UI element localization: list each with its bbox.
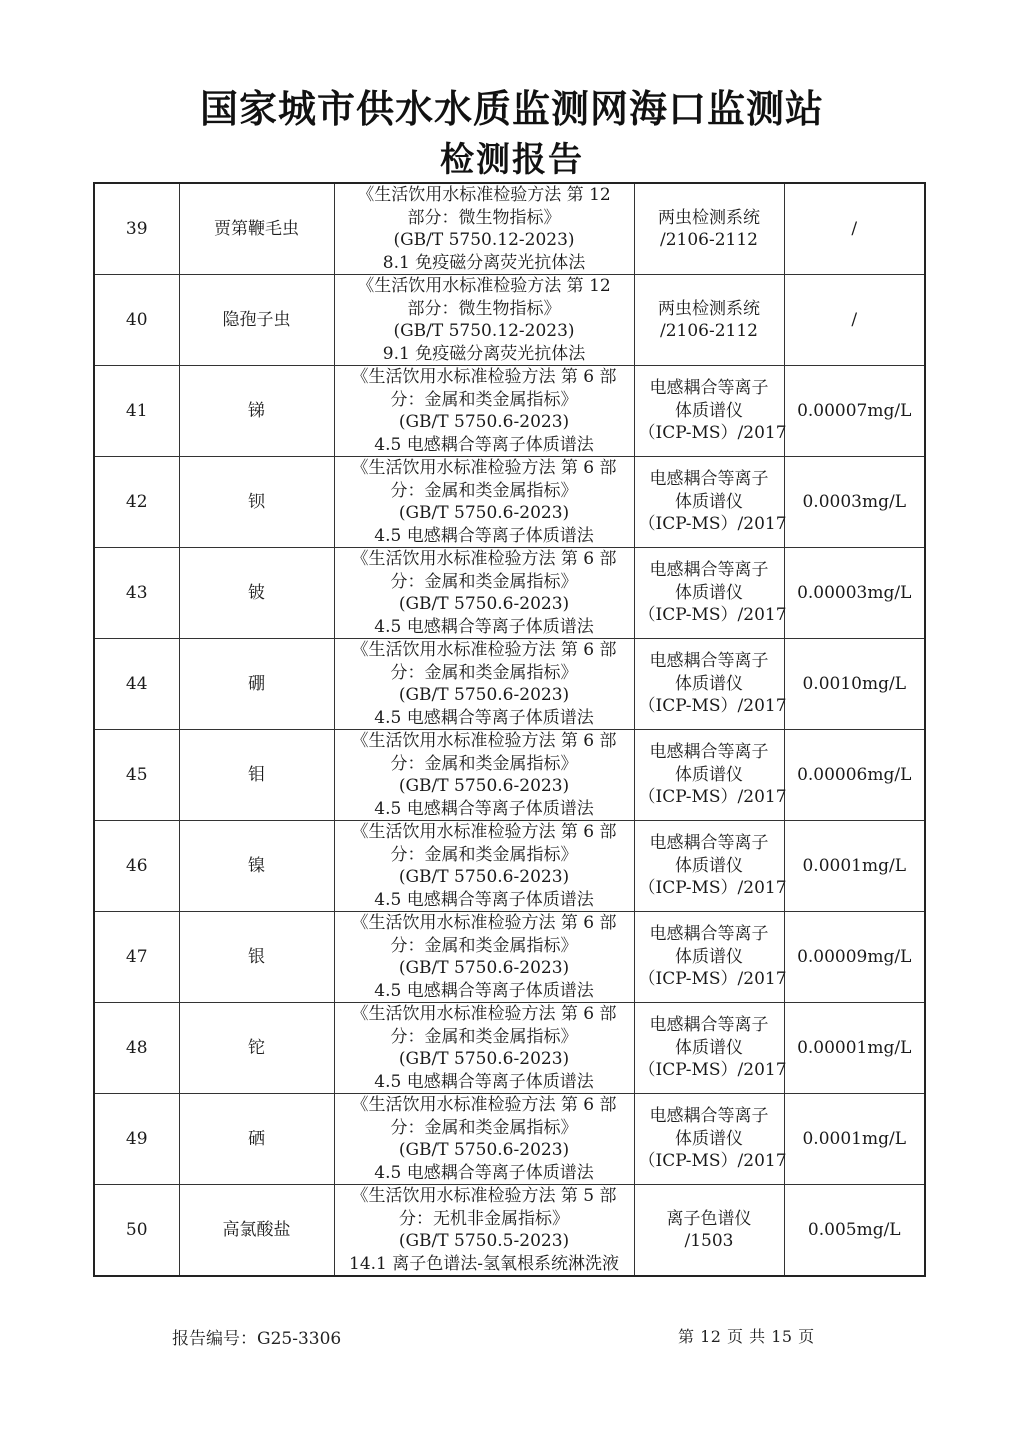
test-method bbox=[334, 457, 634, 548]
instrument-line: 电感耦合等离子 bbox=[649, 651, 769, 672]
instrument-line: （ICP-MS）/2017 bbox=[638, 696, 787, 717]
table-row bbox=[94, 639, 925, 730]
detection-limit: 0.00007mg/L bbox=[784, 366, 925, 457]
row-number: 48 bbox=[94, 1003, 179, 1094]
instrument bbox=[634, 1003, 787, 1094]
test-method-line: 《生活饮用水标准检验方法 第 6 部 bbox=[351, 1004, 617, 1024]
instrument bbox=[634, 730, 787, 821]
instrument-line: 电感耦合等离子 bbox=[649, 924, 769, 945]
test-method-line: (GB/T 5750.6-2023) bbox=[398, 1049, 570, 1069]
test-method-line: 《生活饮用水标准检验方法 第 6 部 bbox=[351, 913, 617, 933]
test-item: 高氯酸盐 bbox=[179, 1185, 334, 1277]
test-method-line: 14.1 离子色谱法-氢氧根系统淋洗液 bbox=[349, 1253, 619, 1274]
test-method bbox=[334, 639, 634, 730]
detection-limit: 0.00003mg/L bbox=[784, 548, 925, 639]
test-method-line: (GB/T 5750.6-2023) bbox=[398, 867, 570, 887]
test-method bbox=[334, 548, 634, 639]
instrument-line: （ICP-MS）/2017 bbox=[638, 969, 787, 990]
test-method-line: (GB/T 5750.6-2023) bbox=[398, 1140, 570, 1160]
instrument bbox=[634, 639, 787, 730]
instrument bbox=[634, 275, 784, 366]
instrument-line: 离子色谱仪 bbox=[666, 1208, 752, 1229]
test-method-line: (GB/T 5750.12-2023) bbox=[393, 230, 575, 250]
page-indicator: 第 12 页 共 15 页 bbox=[678, 1327, 815, 1346]
instrument-line: 电感耦合等离子 bbox=[649, 742, 769, 763]
row-number: 47 bbox=[94, 912, 179, 1003]
row-number: 45 bbox=[94, 730, 179, 821]
instrument-line: 体质谱仪 bbox=[675, 855, 743, 876]
instrument bbox=[634, 548, 787, 639]
instrument bbox=[634, 1185, 784, 1277]
instrument-line: 两虫检测系统 bbox=[658, 207, 760, 228]
test-method bbox=[334, 183, 634, 275]
test-method-line: 4.5 电感耦合等离子体质谱法 bbox=[374, 1071, 594, 1092]
detection-limit: 0.0001mg/L bbox=[784, 821, 925, 912]
instrument-line: /2106-2112 bbox=[660, 321, 758, 341]
test-item: 铊 bbox=[179, 1003, 334, 1094]
test-item: 锑 bbox=[179, 366, 334, 457]
test-method bbox=[334, 1185, 634, 1277]
row-number: 44 bbox=[94, 639, 179, 730]
detection-limit: / bbox=[784, 183, 925, 275]
test-method bbox=[334, 1003, 634, 1094]
test-method-line: 4.5 电感耦合等离子体质谱法 bbox=[374, 707, 594, 728]
test-method-line: 分：金属和类金属指标》 bbox=[390, 389, 578, 410]
test-item: 钡 bbox=[179, 457, 334, 548]
instrument-line: 电感耦合等离子 bbox=[649, 560, 769, 581]
instrument-line: 体质谱仪 bbox=[675, 1037, 743, 1058]
detection-limit: / bbox=[784, 275, 925, 366]
test-method-line: 《生活饮用水标准检验方法 第 6 部 bbox=[351, 458, 617, 478]
test-item: 贾第鞭毛虫 bbox=[179, 183, 334, 275]
instrument bbox=[634, 1094, 787, 1185]
test-method bbox=[334, 912, 634, 1003]
instrument bbox=[634, 457, 787, 548]
test-method-line: 分：金属和类金属指标》 bbox=[390, 1117, 578, 1138]
table-row bbox=[94, 821, 925, 912]
instrument-line: 体质谱仪 bbox=[675, 764, 743, 785]
table-row bbox=[94, 1003, 925, 1094]
report-number: 报告编号：G25-3306 bbox=[172, 1329, 342, 1349]
table-row bbox=[94, 457, 925, 548]
test-method-line: 4.5 电感耦合等离子体质谱法 bbox=[374, 798, 594, 819]
instrument-line: /2106-2112 bbox=[660, 230, 758, 250]
instrument bbox=[634, 183, 784, 275]
test-method-line: 部分：微生物指标》 bbox=[407, 298, 561, 319]
test-method-line: 《生活饮用水标准检验方法 第 6 部 bbox=[351, 731, 617, 751]
test-method-line: (GB/T 5750.6-2023) bbox=[398, 776, 570, 796]
test-item: 硼 bbox=[179, 639, 334, 730]
test-method-line: (GB/T 5750.6-2023) bbox=[398, 412, 570, 432]
detection-limit: 0.0003mg/L bbox=[784, 457, 925, 548]
test-item: 硒 bbox=[179, 1094, 334, 1185]
table-row bbox=[94, 1185, 925, 1277]
instrument-line: （ICP-MS）/2017 bbox=[638, 1151, 787, 1172]
test-method-line: 《生活饮用水标准检验方法 第 6 部 bbox=[351, 367, 617, 387]
table-row bbox=[94, 183, 925, 275]
table-row bbox=[94, 275, 925, 366]
row-number: 41 bbox=[94, 366, 179, 457]
test-method-line: 9.1 免疫磁分离荧光抗体法 bbox=[382, 343, 586, 364]
test-method-line: 8.1 免疫磁分离荧光抗体法 bbox=[382, 252, 586, 273]
table-row bbox=[94, 548, 925, 639]
instrument-line: 电感耦合等离子 bbox=[649, 833, 769, 854]
test-method-line: (GB/T 5750.6-2023) bbox=[398, 503, 570, 523]
instrument-line: （ICP-MS）/2017 bbox=[638, 878, 787, 899]
row-number: 49 bbox=[94, 1094, 179, 1185]
test-item: 隐孢子虫 bbox=[179, 275, 334, 366]
instrument-line: 电感耦合等离子 bbox=[649, 469, 769, 490]
instrument-line: 电感耦合等离子 bbox=[649, 1015, 769, 1036]
results-table bbox=[93, 182, 926, 1277]
instrument-line: 两虫检测系统 bbox=[658, 298, 760, 319]
detection-limit: 0.0010mg/L bbox=[784, 639, 925, 730]
instrument-line: 体质谱仪 bbox=[675, 1128, 743, 1149]
test-method-line: 4.5 电感耦合等离子体质谱法 bbox=[374, 434, 594, 455]
table-row bbox=[94, 366, 925, 457]
test-item: 铍 bbox=[179, 548, 334, 639]
instrument bbox=[634, 366, 787, 457]
instrument-line: 电感耦合等离子 bbox=[649, 378, 769, 399]
test-method-line: 《生活饮用水标准检验方法 第 6 部 bbox=[351, 1095, 617, 1115]
report-title-line2: 检测报告 bbox=[440, 140, 584, 180]
instrument-line: 电感耦合等离子 bbox=[649, 1106, 769, 1127]
detection-limit: 0.00001mg/L bbox=[784, 1003, 925, 1094]
row-number: 39 bbox=[94, 183, 179, 275]
table-row bbox=[94, 912, 925, 1003]
test-method-line: 4.5 电感耦合等离子体质谱法 bbox=[374, 1162, 594, 1183]
test-method-line: 《生活饮用水标准检验方法 第 6 部 bbox=[351, 549, 617, 569]
test-method-line: (GB/T 5750.12-2023) bbox=[393, 321, 575, 341]
instrument-line: /1503 bbox=[684, 1231, 734, 1251]
row-number: 40 bbox=[94, 275, 179, 366]
instrument-line: （ICP-MS）/2017 bbox=[638, 514, 787, 535]
instrument-line: （ICP-MS）/2017 bbox=[638, 423, 787, 444]
test-method bbox=[334, 1094, 634, 1185]
instrument-line: 体质谱仪 bbox=[675, 673, 743, 694]
test-method-line: 分：金属和类金属指标》 bbox=[390, 935, 578, 956]
test-method-line: (GB/T 5750.5-2023) bbox=[398, 1231, 570, 1251]
test-method-line: 4.5 电感耦合等离子体质谱法 bbox=[374, 525, 594, 546]
row-number: 42 bbox=[94, 457, 179, 548]
instrument-line: 体质谱仪 bbox=[675, 491, 743, 512]
test-method-line: 《生活饮用水标准检验方法 第 6 部 bbox=[351, 640, 617, 660]
results-table-body bbox=[94, 183, 925, 1276]
test-item: 钼 bbox=[179, 730, 334, 821]
table-row bbox=[94, 730, 925, 821]
test-method-line: (GB/T 5750.6-2023) bbox=[398, 685, 570, 705]
instrument-line: 体质谱仪 bbox=[675, 582, 743, 603]
test-item: 银 bbox=[179, 912, 334, 1003]
test-method-line: 分：金属和类金属指标》 bbox=[390, 571, 578, 592]
instrument-line: （ICP-MS）/2017 bbox=[638, 787, 787, 808]
test-method bbox=[334, 366, 634, 457]
row-number: 50 bbox=[94, 1185, 179, 1277]
test-method-line: 部分：微生物指标》 bbox=[407, 207, 561, 228]
instrument bbox=[634, 821, 787, 912]
test-item: 镍 bbox=[179, 821, 334, 912]
test-method-line: 4.5 电感耦合等离子体质谱法 bbox=[374, 980, 594, 1001]
test-method-line: 《生活饮用水标准检验方法 第 5 部 bbox=[351, 1186, 617, 1206]
test-method-line: 分：金属和类金属指标》 bbox=[390, 844, 578, 865]
table-row bbox=[94, 1094, 925, 1185]
test-method-line: 《生活饮用水标准检验方法 第 12 bbox=[357, 276, 611, 296]
test-method-line: 4.5 电感耦合等离子体质谱法 bbox=[374, 889, 594, 910]
report-title-line1: 国家城市供水水质监测网海口监测站 bbox=[199, 87, 824, 131]
instrument-line: 体质谱仪 bbox=[675, 946, 743, 967]
test-method bbox=[334, 275, 634, 366]
test-method bbox=[334, 821, 634, 912]
test-method-line: 分：金属和类金属指标》 bbox=[390, 1026, 578, 1047]
test-method bbox=[334, 730, 634, 821]
test-method-line: 《生活饮用水标准检验方法 第 12 bbox=[357, 185, 611, 205]
test-method-line: (GB/T 5750.6-2023) bbox=[398, 958, 570, 978]
detection-limit: 0.00009mg/L bbox=[784, 912, 925, 1003]
test-method-line: 分：金属和类金属指标》 bbox=[390, 480, 578, 501]
test-method-line: (GB/T 5750.6-2023) bbox=[398, 594, 570, 614]
instrument-line: （ICP-MS）/2017 bbox=[638, 605, 787, 626]
test-method-line: 分：金属和类金属指标》 bbox=[390, 662, 578, 683]
test-method-line: 4.5 电感耦合等离子体质谱法 bbox=[374, 616, 594, 637]
test-method-line: 分：金属和类金属指标》 bbox=[390, 753, 578, 774]
instrument-line: （ICP-MS）/2017 bbox=[638, 1060, 787, 1081]
row-number: 46 bbox=[94, 821, 179, 912]
instrument bbox=[634, 912, 787, 1003]
test-method-line: 《生活饮用水标准检验方法 第 6 部 bbox=[351, 822, 617, 842]
detection-limit: 0.0001mg/L bbox=[784, 1094, 925, 1185]
test-method-line: 分：无机非金属指标》 bbox=[399, 1208, 569, 1229]
detection-limit: 0.005mg/L bbox=[784, 1185, 925, 1277]
detection-limit: 0.00006mg/L bbox=[784, 730, 925, 821]
instrument-line: 体质谱仪 bbox=[675, 400, 743, 421]
row-number: 43 bbox=[94, 548, 179, 639]
